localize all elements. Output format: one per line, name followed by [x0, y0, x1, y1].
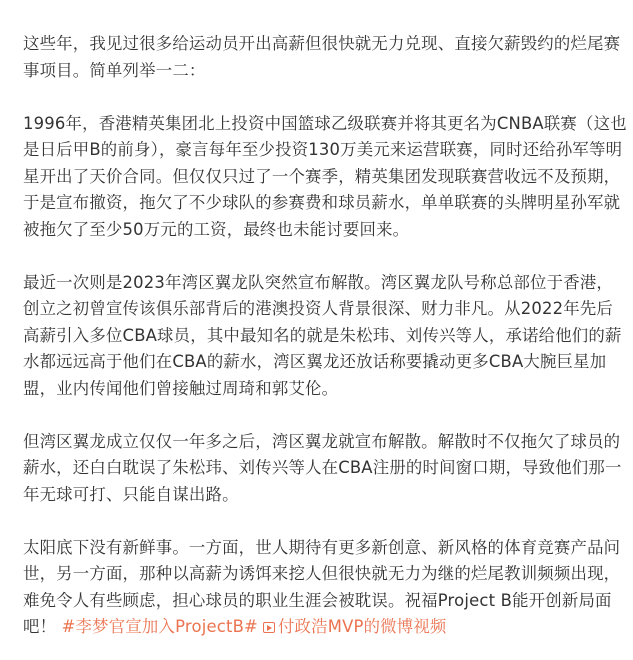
- topic-hashtag-link[interactable]: #李梦官宣加入ProjectB#: [61, 617, 258, 636]
- paragraph-3: 最近一次则是2023年湾区翼龙队突然宣布解散。湾区翼龙队号称总部位于香港，创立之初曾宣传该俱乐部背后的港澳投资人背景很深、财力非凡。从2022年先后高薪引入多位CBA球员，其中最知名的就是朱松玮、刘传兴等人，承诺给他们的薪水都远远高于他们在CBA的薪水，湾区翼龙还放话称要撬动更多CBA大腕巨星加盟，业内传闻他们曾接触过周琦和郭艾伦。: [23, 272, 622, 398]
- paragraph-2: 1996年，香港精英集团北上投资中国篮球乙级联赛并将其更名为CNBA联赛（这也是日后甲B的前身），豪言每年至少投资130万美元来运营联赛，同时还给孙军等明星开出了天价合同。但仅仅只过了一个赛季，精英集团发现联赛营收远不及预期，于是宣布撤资，拖欠了不少球队的参赛费和球员薪水，单单联赛的头牌明星孙军就被拖欠了至少50万元的工资，最终也未能讨要回来。: [23, 113, 627, 239]
- paragraph-4: 但湾区翼龙成立仅仅一年多之后，湾区翼龙就宣布解散。解散时不仅拖欠了球员的薪水，还白白耽误了朱松玮、刘传兴等人在CBA注册的时间窗口期，导致他们那一年无球可打、只能自谋出路。: [23, 431, 622, 504]
- paragraph-5: [23, 535, 629, 641]
- paragraph-5-text: 太阳底下没有新鲜事。一方面，世人期待有更多新创意、新风格的体育竞赛产品问世，另一方面，那种以高薪为诱饵来挖人但很快就无力为继的烂尾教训频频出现，难免令人有些顾虑，担心球员的职业生涯会被耽误。祝福Project B能开创新局面吧！: [23, 537, 621, 636]
- article-body: [23, 0, 629, 641]
- video-icon[interactable]: [263, 622, 275, 633]
- weibo-video-link[interactable]: 付政浩MVP的微博视频: [277, 617, 447, 636]
- paragraph-1: 这些年，我见过很多给运动员开出高薪但很快就无力兑现、直接欠薪毁约的烂尾赛事项目。简单列举一二：: [23, 34, 621, 80]
